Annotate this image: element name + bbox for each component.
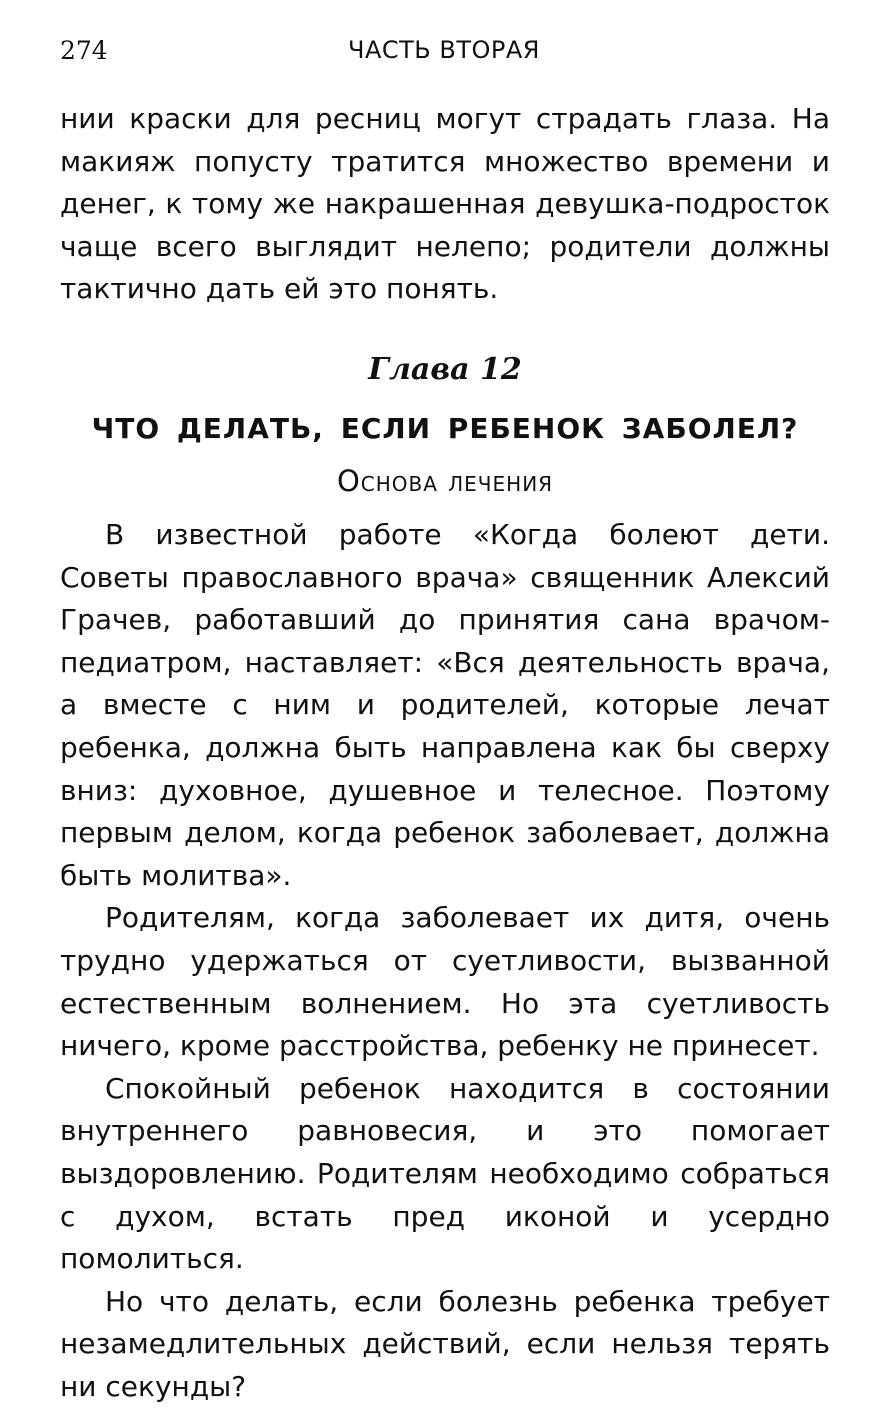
paragraph: нии краски для ресниц могут страдать глаза. На макияж попусту тратится множество времени и денег, к тому же накрашенная девушка-подросток чаще всего выглядит нелепо; родители должны тактично дать ей это понять.: [60, 102, 830, 306]
paragraph: Но что делать, если болезнь ребенка требует незамедлительных действий, если нельзя терять ни секунды?: [60, 1284, 830, 1403]
section-title: Основа лечения: [336, 464, 554, 498]
chapter-title: ЧТО ДЕЛАТЬ, ЕСЛИ РЕБЕНОК ЗАБОЛЕЛ?: [91, 412, 799, 445]
running-head: [60, 36, 828, 76]
running-title: ЧАСТЬ ВТОРАЯ: [348, 36, 540, 64]
paragraph: Родителям, когда заболевает их дитя, очень трудно удержаться от суетливости, вызванной естественным волнением. Но эта суетливость ничего, кроме расстройства, ребенку не принесет.: [60, 901, 830, 1063]
page-number: 274: [60, 36, 108, 65]
paragraph: В известной работе «Когда болеют дети. Советы православного врача» священник Алексий Грачев, работавший до принятия сана врачом-педиатром, наставляет: «Вся деятельность врача, а вместе с ним и родителей, которые лечат ребенка, должна быть направлена как бы сверху вниз: духовное, душевное и телесное. Поэтому первым делом, когда ребенок заболевает, должна быть молитва».: [60, 518, 830, 892]
chapter-number: Глава 12: [368, 352, 522, 387]
chapter-body: [60, 514, 830, 1408]
paragraph: Спокойный ребенок находится в состоянии внутреннего равновесия, и это помогает выздоровлению. Родителям необходимо собраться с духом, встать пред иконой и усердно помолиться.: [60, 1071, 830, 1276]
continuation-text: [60, 98, 830, 311]
